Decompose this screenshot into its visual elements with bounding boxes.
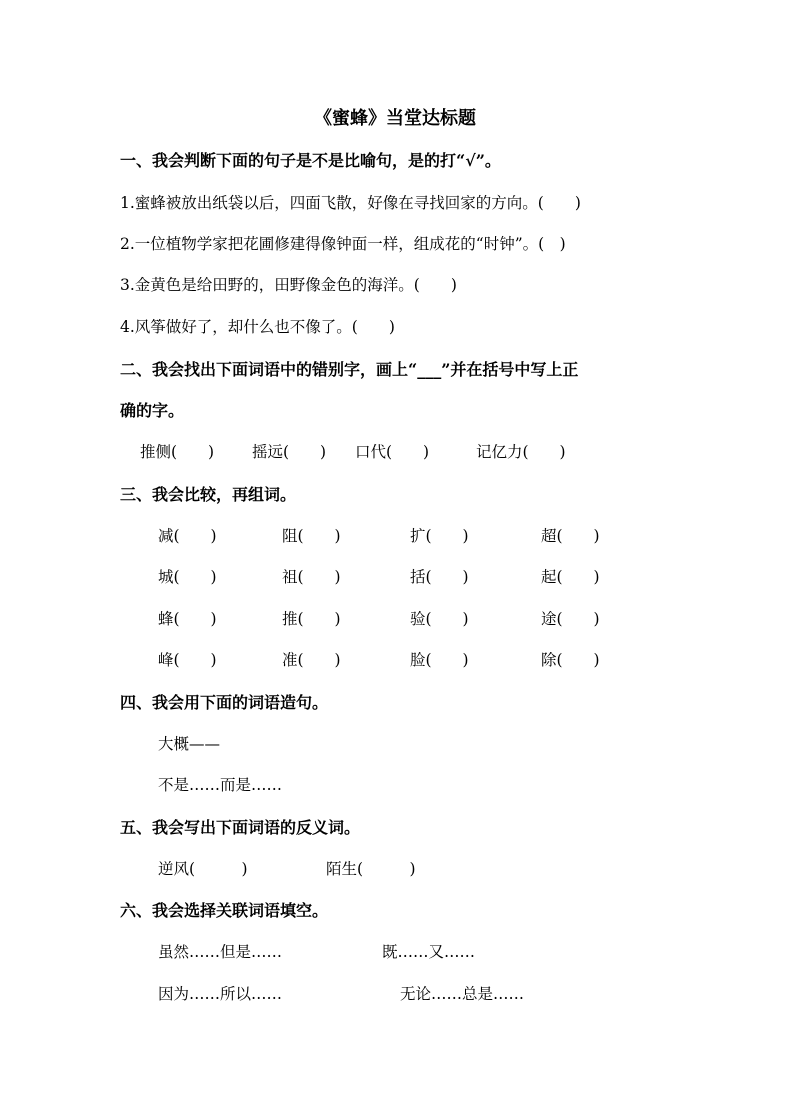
section6-heading: 六、我会选择关联词语填空。 [120, 901, 329, 920]
section3-cell: 阻( ) [282, 527, 341, 545]
section2-item-3: 口代( ) [355, 443, 430, 461]
section2-heading-line1: 二、我会找出下面词语中的错别字，画上“___”并在括号中写上正 [120, 360, 579, 379]
section4-heading: 四、我会用下面的词语造句。 [120, 693, 329, 712]
section3-cell: 推( ) [282, 610, 341, 628]
section5-heading: 五、我会写出下面词语的反义词。 [120, 818, 361, 837]
section6-item-3: 因为……所以…… [158, 985, 283, 1003]
section2-item-4: 记亿力( ) [476, 443, 566, 461]
section2-heading-line2: 确的字。 [120, 401, 185, 420]
section4-item-2: 不是……而是…… [158, 776, 283, 794]
section3-cell: 起( ) [541, 568, 600, 586]
section2-item-1: 推侧( ) [140, 443, 215, 461]
section1-item-3: 3.金黄色是给田野的，田野像金色的海洋。( ) [120, 276, 457, 294]
section3-cell: 蜂( ) [158, 610, 217, 628]
section3-cell: 脸( ) [410, 651, 469, 669]
section3-cell: 验( ) [410, 610, 469, 628]
section1-item-1: 1.蜜蜂被放出纸袋以后，四面飞散，好像在寻找回家的方向。( ) [120, 194, 581, 212]
section4-item-1: 大概—— [158, 735, 221, 753]
section3-cell: 城( ) [158, 568, 217, 586]
section3-cell: 除( ) [541, 651, 600, 669]
section1-item-4: 4.风筝做好了，却什么也不像了。( ) [120, 318, 395, 336]
section3-heading: 三、我会比较，再组词。 [120, 485, 297, 504]
section5-item-2: 陌生( ) [326, 860, 416, 878]
worksheet-title: 《蜜蜂》当堂达标题 [314, 108, 476, 129]
section3-cell: 超( ) [541, 527, 600, 545]
section3-cell: 准( ) [282, 651, 341, 669]
section6-item-2: 既……又…… [382, 943, 476, 961]
section3-cell: 扩( ) [410, 527, 469, 545]
section6-item-1: 虽然……但是…… [158, 943, 283, 961]
section3-cell: 峰( ) [158, 651, 217, 669]
section3-cell: 减( ) [158, 527, 217, 545]
section2-item-2: 摇远( ) [252, 443, 327, 461]
section1-heading: 一、我会判断下面的句子是不是比喻句，是的打“√”。 [120, 151, 501, 170]
section5-item-1: 逆风( ) [158, 860, 248, 878]
section6-item-4: 无论……总是…… [400, 985, 525, 1003]
section3-cell: 括( ) [410, 568, 469, 586]
section1-item-2: 2.一位植物学家把花圃修建得像钟面一样，组成花的“时钟”。( ) [120, 235, 566, 253]
section3-cell: 祖( ) [282, 568, 341, 586]
section3-cell: 途( ) [541, 610, 600, 628]
